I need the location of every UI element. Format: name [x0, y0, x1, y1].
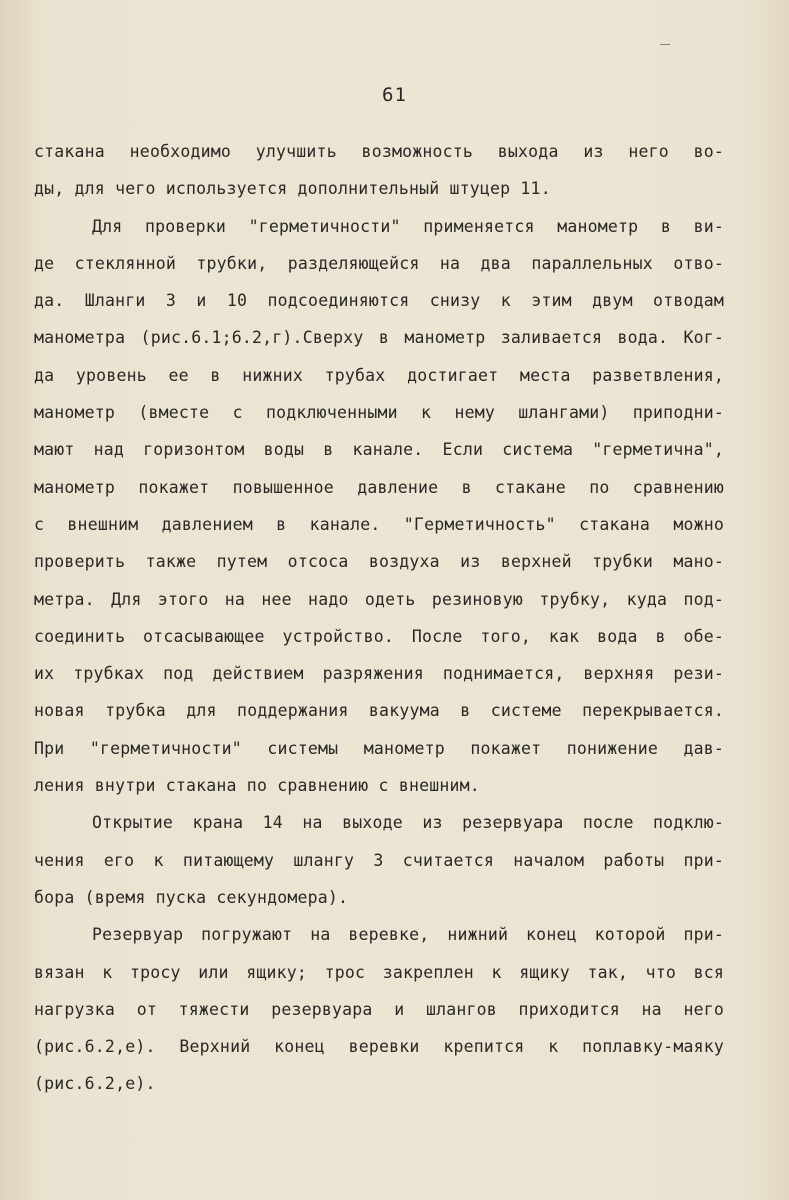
- text-line: Открытие крана 14 на выходе из резервуара после подклю-: [92, 813, 724, 833]
- text-line: ды, для чего используется дополнительный штуцер 11.: [34, 179, 551, 199]
- text-line: (рис.6.2,е). Верхний конец веревки крепится к поплавку-маяку: [34, 1037, 724, 1057]
- text-line: новая трубка для поддержания вакуума в системе перекрывается.: [34, 701, 724, 721]
- text-line: с внешним давлением в канале. "Герметичность" стакана можно: [34, 514, 724, 534]
- text-line: Для проверки "герметичности" применяется манометр в ви-: [92, 216, 724, 236]
- page-number: 61: [382, 84, 407, 106]
- text-line: мают над горизонтом воды в канале. Если система "герметична",: [34, 440, 724, 460]
- text-line: де стеклянной трубки, разделяющейся на два параллельных отво-: [34, 253, 724, 273]
- page-mark: [660, 44, 670, 45]
- text-line: нагрузка от тяжести резервуара и шлангов приходится на него: [34, 999, 724, 1019]
- text-line: стакана необходимо улучшить возможность выхода из него во-: [34, 142, 724, 161]
- text-line: соединить отсасывающее устройство. После того, как вода в обе-: [34, 626, 724, 646]
- text-line: чения его к питающему шлангу 3 считается началом работы при-: [34, 850, 724, 870]
- text-line: манометра (рис.6.1;6.2,г).Сверху в манометр заливается вода. Ког-: [34, 328, 724, 348]
- text-line: метра. Для этого на нее надо одеть резиновую трубку, куда под-: [34, 589, 724, 609]
- text-line: да. Шланги 3 и 10 подсоединяются снизу к этим двум отводам: [34, 291, 724, 311]
- text-line: При "герметичности" системы манометр покажет понижение дав-: [34, 738, 724, 758]
- text-line: Резервуар погружают на веревке, нижний конец которой при-: [92, 925, 724, 945]
- text-line: (рис.6.2,е).: [34, 1074, 156, 1094]
- text-line: манометр (вместе с подключенными к нему шлангами) приподни-: [34, 403, 724, 423]
- text-line: их трубках под действием разряжения поднимается, верхняя рези-: [34, 664, 724, 684]
- body-text: [34, 133, 724, 1103]
- text-line: проверить также путем отсоса воздуха из верхней трубки мано-: [34, 552, 724, 572]
- text-line: вязан к тросу или ящику; трос закреплен к ящику так, что вся: [34, 962, 724, 982]
- text-line: манометр покажет повышенное давление в стакане по сравнению: [34, 477, 724, 497]
- text-line: да уровень ее в нижних трубах достигает места разветвления,: [34, 365, 724, 385]
- text-line: ления внутри стакана по сравнению с внешним.: [34, 776, 480, 796]
- text-line: бора (время пуска секундомера).: [34, 887, 349, 907]
